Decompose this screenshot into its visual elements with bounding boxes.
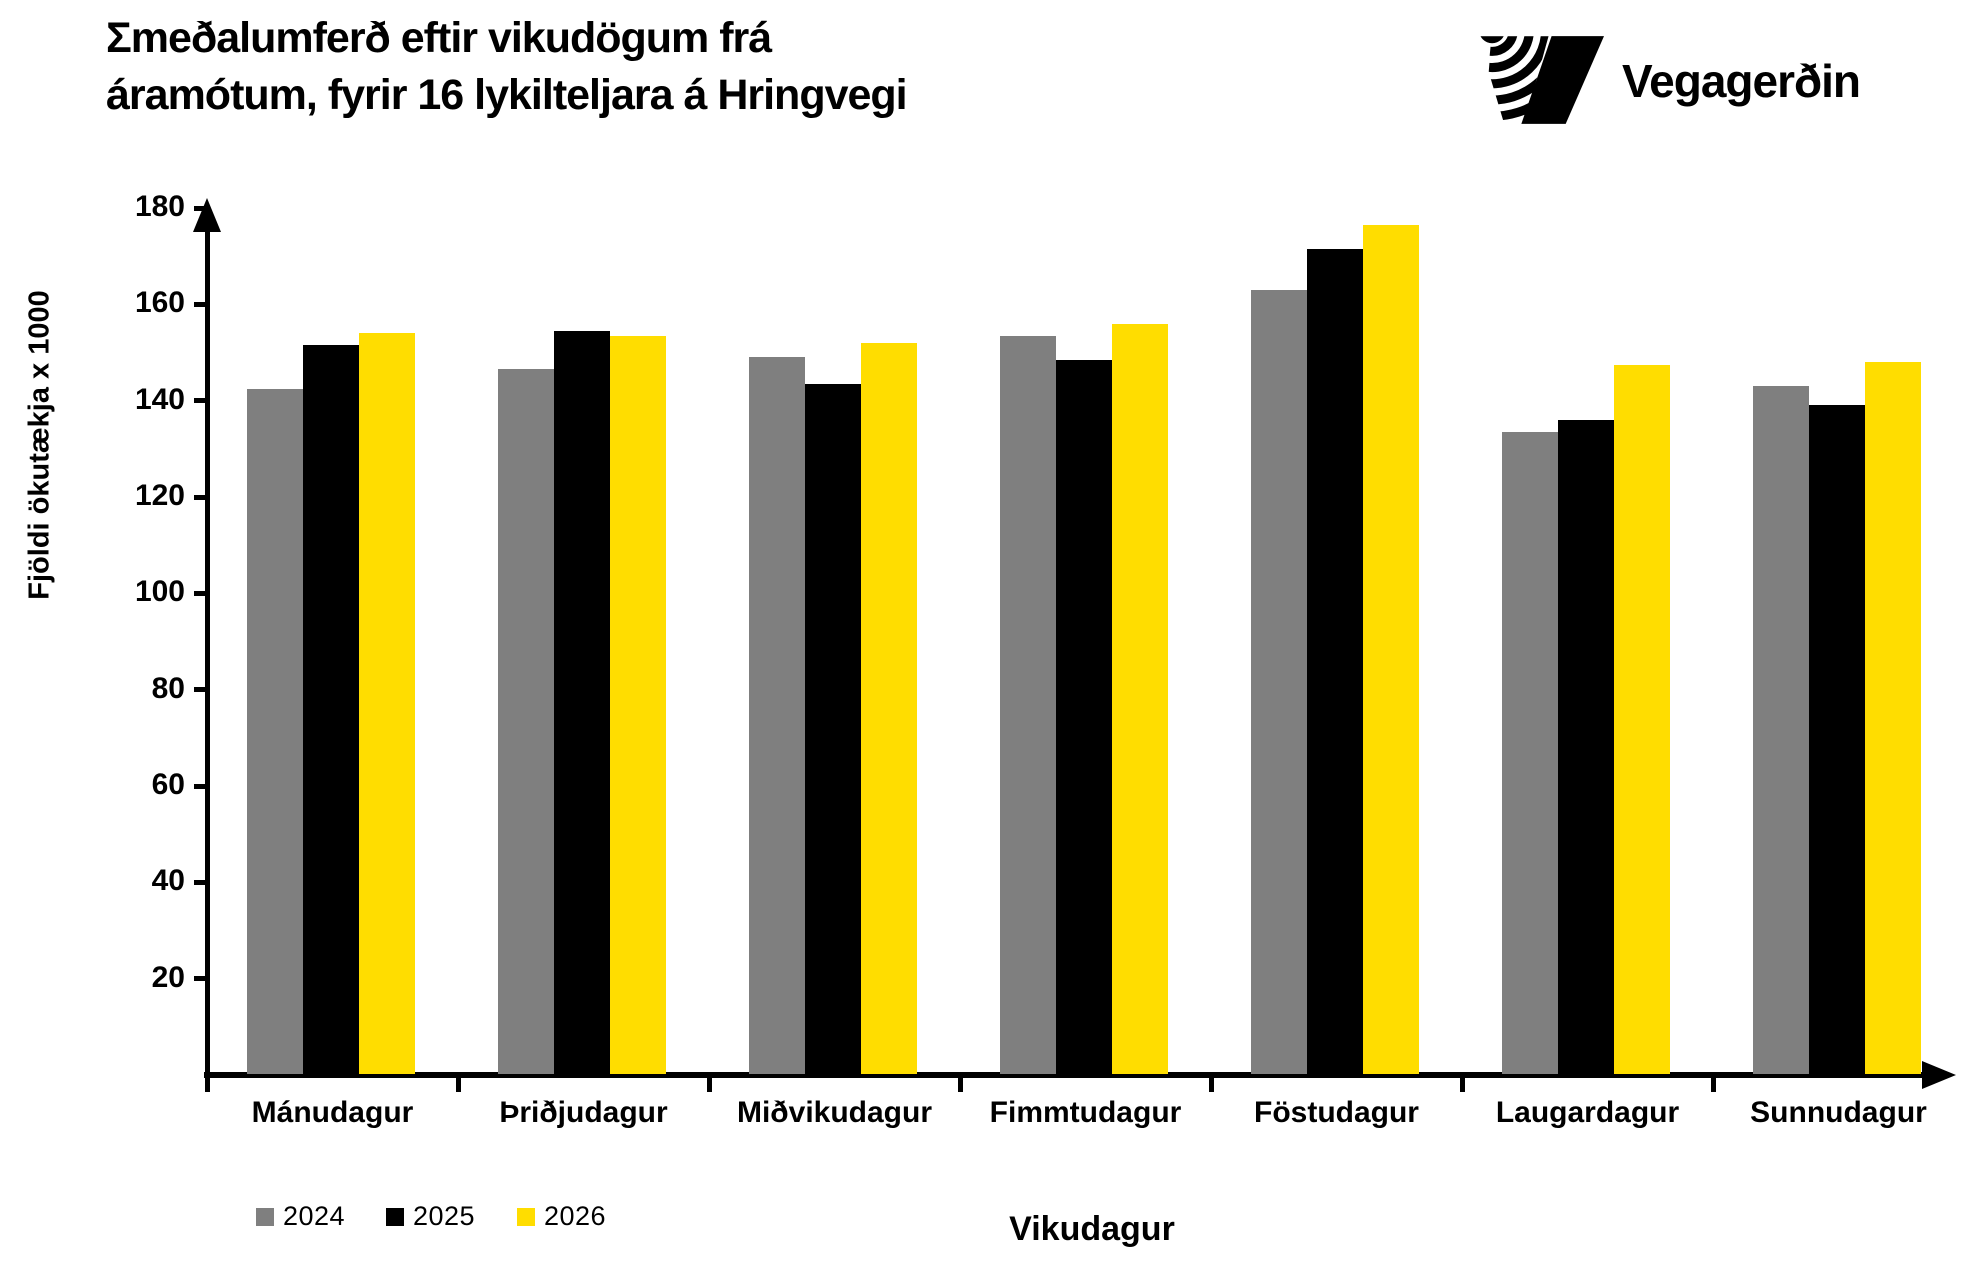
bar-2026-Föstudagur bbox=[1363, 225, 1419, 1074]
bar-2026-Fimmtudagur bbox=[1112, 324, 1168, 1074]
x-tick bbox=[958, 1078, 963, 1092]
bar-2025-Mánudagur bbox=[303, 345, 359, 1074]
y-tick bbox=[194, 976, 207, 981]
bar-2026-Sunnudagur bbox=[1865, 362, 1921, 1074]
x-category-label: Föstudagur bbox=[1254, 1096, 1419, 1129]
bar-2025-Sunnudagur bbox=[1809, 405, 1865, 1074]
x-category-label: Fimmtudagur bbox=[989, 1096, 1182, 1129]
bar-2024-Sunnudagur bbox=[1753, 386, 1809, 1074]
y-tick-label: 140 bbox=[134, 382, 185, 416]
y-tick bbox=[194, 687, 207, 692]
y-axis-arrow-icon bbox=[193, 198, 221, 232]
x-axis-arrow-icon bbox=[1922, 1061, 1956, 1089]
y-axis-line bbox=[205, 230, 210, 1078]
legend-swatch-icon bbox=[386, 1208, 404, 1226]
vegagerdin-logo bbox=[1478, 36, 1860, 124]
legend-swatch-icon bbox=[517, 1208, 535, 1226]
y-tick-label: 40 bbox=[151, 864, 185, 898]
y-tick-label: 120 bbox=[134, 479, 185, 512]
y-tick bbox=[194, 398, 207, 403]
chart-title bbox=[106, 10, 907, 124]
bar-2026-Mánudagur bbox=[359, 333, 415, 1074]
legend-label: 2024 bbox=[283, 1201, 346, 1231]
vegagerdin-logo-text: Vegagerðin bbox=[1622, 55, 1860, 107]
legend-item-2025 bbox=[386, 1201, 475, 1232]
bar-2024-Þriðjudagur bbox=[498, 369, 554, 1074]
y-tick bbox=[194, 495, 207, 500]
y-tick-label: 80 bbox=[151, 671, 185, 705]
legend-label: 2026 bbox=[544, 1201, 607, 1231]
legend-label: 2025 bbox=[413, 1201, 476, 1231]
y-tick-label: 180 bbox=[134, 190, 185, 223]
bar-2025-Föstudagur bbox=[1307, 249, 1363, 1074]
x-axis-title: Vikudagur bbox=[1009, 1210, 1175, 1248]
bar-2024-Föstudagur bbox=[1251, 290, 1307, 1074]
y-tick bbox=[194, 206, 207, 211]
x-category-label: Mánudagur bbox=[251, 1096, 414, 1129]
y-tick-label: 60 bbox=[151, 768, 185, 801]
bar-2025-Miðvikudagur bbox=[805, 384, 861, 1074]
x-tick bbox=[1711, 1078, 1716, 1092]
legend-item-2024 bbox=[256, 1201, 345, 1232]
bar-2024-Laugardagur bbox=[1502, 432, 1558, 1074]
y-tick bbox=[194, 784, 207, 789]
bar-2025-Þriðjudagur bbox=[554, 331, 610, 1074]
x-tick bbox=[1460, 1078, 1465, 1092]
chart-title-line1: Σmeðalumferð eftir vikudögum frá bbox=[106, 14, 772, 62]
x-tick bbox=[1209, 1078, 1214, 1092]
x-tick bbox=[707, 1078, 712, 1092]
y-tick bbox=[194, 880, 207, 885]
legend-swatch-icon bbox=[256, 1208, 274, 1226]
x-category-label: Sunnudagur bbox=[1750, 1096, 1927, 1129]
x-category-label: Miðvikudagur bbox=[736, 1096, 932, 1129]
bar-2026-Þriðjudagur bbox=[610, 336, 666, 1074]
x-category-label: Þriðjudagur bbox=[499, 1096, 668, 1129]
y-tick bbox=[194, 591, 207, 596]
bar-2025-Laugardagur bbox=[1558, 420, 1614, 1074]
y-tick-label: 20 bbox=[151, 960, 185, 994]
bar-2024-Fimmtudagur bbox=[1000, 336, 1056, 1074]
bar-2024-Miðvikudagur bbox=[749, 357, 805, 1074]
chart-title-line2: áramótum, fyrir 16 lykilteljara á Hringvegi bbox=[106, 71, 907, 119]
vegagerdin-logo-icon bbox=[1478, 36, 1604, 124]
y-tick-label: 100 bbox=[134, 575, 185, 609]
y-axis-title: Fjöldi ökutækja x 1000 bbox=[23, 290, 56, 600]
legend-item-2026 bbox=[517, 1201, 606, 1232]
bar-2024-Mánudagur bbox=[247, 389, 303, 1074]
bar-2026-Laugardagur bbox=[1614, 365, 1670, 1074]
bar-2025-Fimmtudagur bbox=[1056, 360, 1112, 1074]
y-tick bbox=[194, 302, 207, 307]
x-category-label: Laugardagur bbox=[1495, 1096, 1680, 1129]
x-tick bbox=[456, 1078, 461, 1092]
y-tick-label: 160 bbox=[134, 286, 185, 320]
bar-2026-Miðvikudagur bbox=[861, 343, 917, 1074]
x-tick bbox=[205, 1078, 210, 1092]
